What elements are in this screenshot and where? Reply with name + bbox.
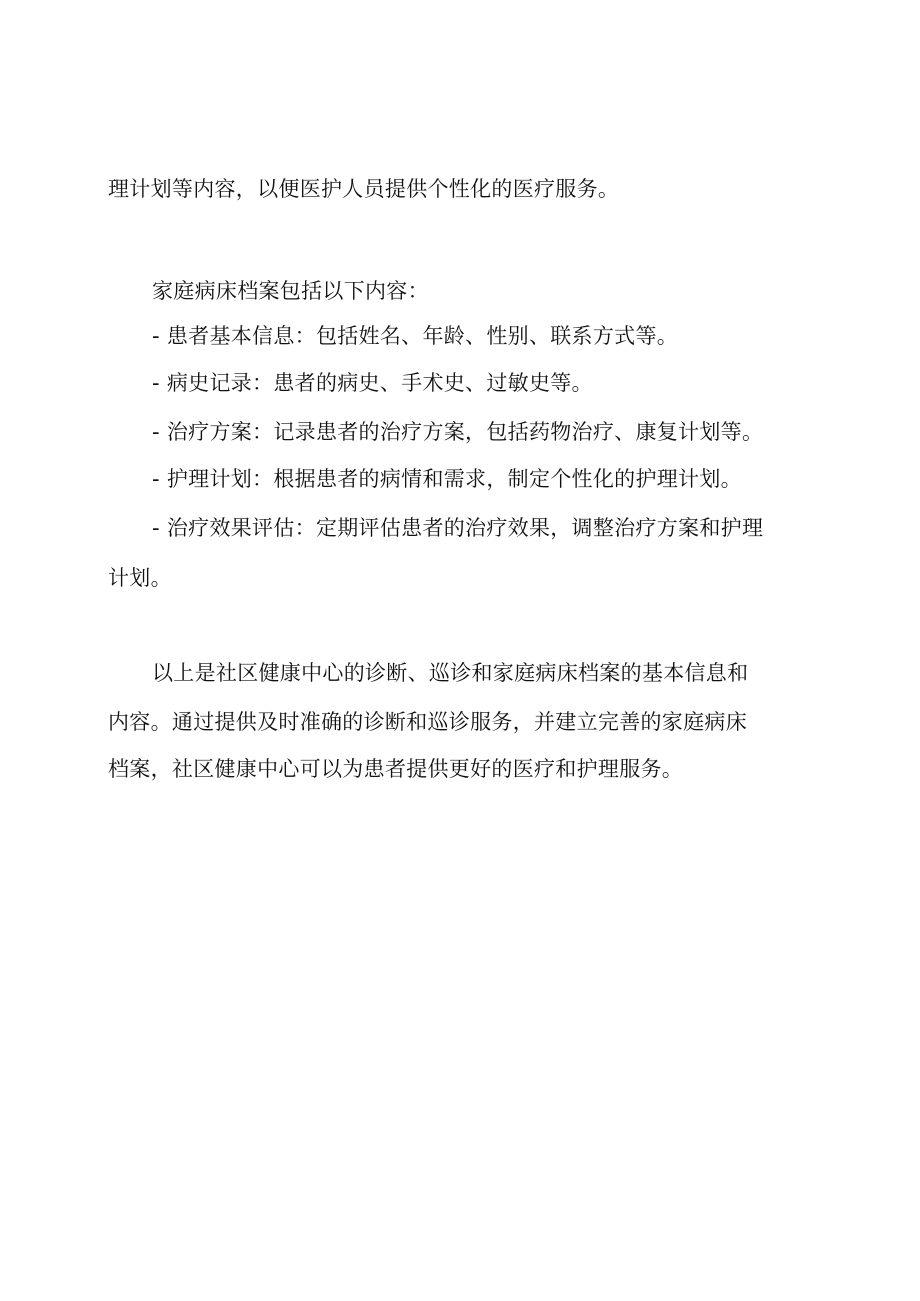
- paragraph-2-intro: 家庭病床档案包括以下内容：: [152, 279, 429, 303]
- list-item-medical-history: - 病史记录：患者的病史、手术史、过敏史等。: [152, 371, 593, 395]
- list-item-nursing-plan: - 护理计划：根据患者的病情和需求，制定个性化的护理计划。: [152, 467, 742, 491]
- paragraph-3-line-1: 以上是社区健康中心的诊断、巡诊和家庭病床档案的基本信息和: [152, 661, 749, 685]
- paragraph-1-line-1: 理计划等内容，以便医护人员提供个性化的医疗服务。: [108, 177, 620, 201]
- paragraph-3-line-2: 内容。通过提供及时准确的诊断和巡诊服务，并建立完善的家庭病床: [108, 710, 747, 734]
- list-item-basic-info: - 患者基本信息：包括姓名、年龄、性别、联系方式等。: [152, 324, 679, 348]
- list-item-outcome-evaluation: - 治疗效果评估：定期评估患者的治疗效果，调整治疗方案和护理: [152, 516, 764, 540]
- paragraph-3-line-3: 档案，社区健康中心可以为患者提供更好的医疗和护理服务。: [108, 757, 684, 781]
- list-item-treatment-plan: - 治疗方案：记录患者的治疗方案，包括药物治疗、康复计划等。: [152, 420, 764, 444]
- list-item-outcome-evaluation-continued: 计划。: [108, 566, 172, 590]
